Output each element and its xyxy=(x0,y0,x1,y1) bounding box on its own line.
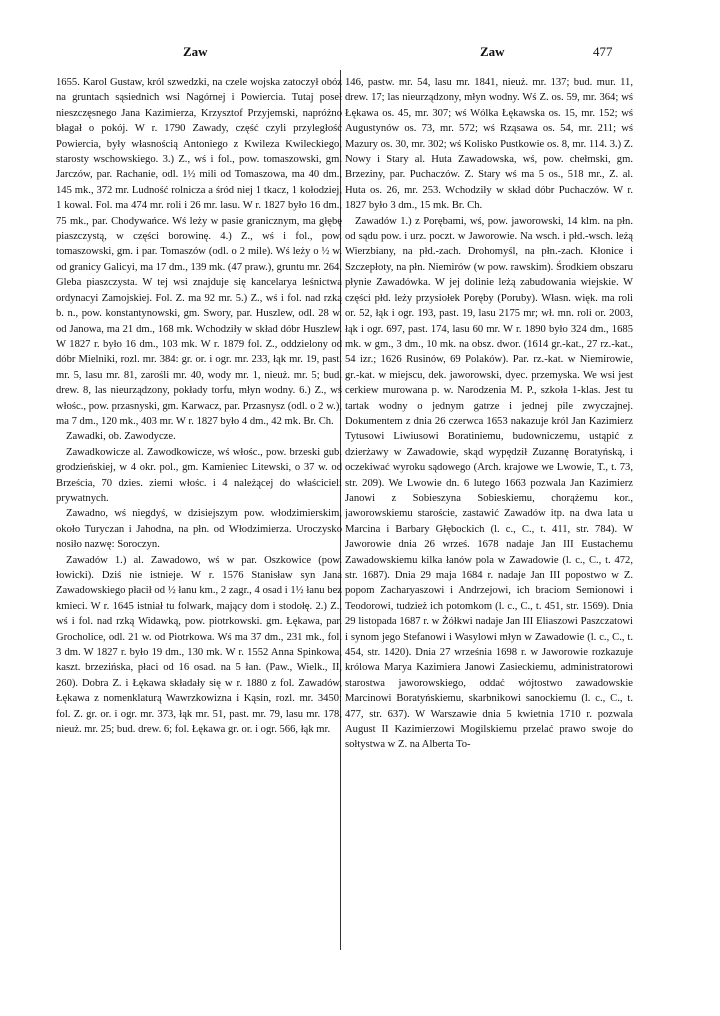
running-header xyxy=(0,44,720,64)
page-number: 477 xyxy=(593,44,613,59)
left-column xyxy=(56,75,342,955)
entry-zawadow: Zawadów 1.) al. Zawadowo, wś w par. Oszkowice (pow. łowicki). Dziś nie istnieje. W r. 1576 Stanisław syn Jana Zawadowskiego płacił od ½ łanu km., 2 zagr., 4 osad i 1½ łanu bez kmieci. W r. 1645 istniał tu folwark, mający dom i stodołę. 2.) Z., wś i fol. nad rzką Widawką, pow. piotrkowski. gm. Łękawa, par. Grocholice, odl. 21 w. od Piotrkowa. Wś ma 37 dm., 231 mk., fol. 3 dm. W 1827 r. było 19 dm., 130 mk. W r. 1552 Anna Spinkowa, kaszt. brzezińska, płaci od 16 osad. na 5 łan. (Paw., Wielk., II, 260). Dobra Z. i Łękawa składały się w r. 1880 z fol. Zawadów, Łękawa z nomenklaturą Wawrzkowizna i Kąsin, rozl. mr. 3450: fol. Z. gr. or. i ogr. mr. 373, łąk mr. 51, past. mr. 79, lasu mr. 178, nieuż. mr. 25; bud. drew. 6; fol. Łękawa gr. or. i ogr. 566, łąk mr. xyxy=(56,554,342,736)
entry-zawadow-jaworowski: Zawadów 1.) z Porębami, wś, pow. jaworowski, 14 klm. na płn. od sądu pow. i urz. poczt. w Jaworowie. Na wsch. i płd.-wsch. leżą Wierzbiany, na płd.-zach. Drohomyśl, na płn.-zach. Kłonice i Szczepłoty, na płn. Niemirów (w pow. rawskim). Środkiem obszaru płynie Zawadówka. W jej dolinie leżą zabudowania wiejskie. W części płd. leży przysiołek Poręby (Poruby). Własn. więk. ma roli or. 52, łąk i ogr. 193, past. 19, lasu 2175 mr; wł. mn. roli or. 2003, łąk i ogr. 697, past. 174, lasu 60 mr. W r. 1890 było 324 dm., 1685 mk. w gm., 3 dm., 10 mk. na obsz. dwor. (1614 gr.-kat., 27 rz.-kat., 54 izr.; 1626 Rusinów, 69 Polaków). Par. rz.-kat. w Niemirowie, gr.-kat. w miejscu, dek. jaworowski, dyec. przemyska. We wsi jest cerkiew murowana p. w. Narodzenia M. P., szkoła 1-klas. Jest tu tartak wodny o jednym gatrze i jednej pile zwyczajnej. Dokumentem z dnia 26 czerwca 1653 nakazuje król Jan Kazimierz Tytusowi Liwiusowi Boratiniemu, budowniczemu, ustąpić z dzierżawy w Zawadowie, skąd wypędził Zuzannę Boratyńską, i oczekiwać wyroku sądowego (Arch. krajowe we Lwowie, T., t. 73, str. 209). We Lwowie dn. 6 lutego 1663 pozwala Jan Kazimierz Janowi z Sobieszyna Sobieskiemu, chorążemu kor., jaworowskiemu staroście, zastawić Zawadów itp. na dwa lata u Marcina i Barbary Głębockich (l. c., C., t. 411, str. 784). W Jaworowie dnia 26 wrześ. 1678 nadaje Jan III Eustachemu Zawadowskiemu kilka łanów pola w Zawadowie (l. c., C., t. 472, str. 1687). Dnia 29 maja 1684 r. nadaje Jan III popostwo w Z. popom Zacharyaszowi i Andrzejowi, ich braciom Semionowi i Teodorowi, tudzież ich potomkom (l. c., C., t. 451, str. 1569). Dnia 29 listopada 1687 r. w Żółkwi nadaje Jan III Eliaszowi Paszczatowi i synom jego Stefanowi i Wasylowi młyn w Zawadowie (l. c., C., t. 454, str. 1420). Dnia 27 września 1698 r. w Jaworowie rozkazuje królowa Marya Kazimiera Janowi Zasieckiemu, administratorowi starostwa jaworowskiego, oddać wójtostwo zawadowskie Marcinowi Boratyńskiemu, skarbnikowi sanockiemu (l. c., C., t. 477, str. 637). W Warszawie dnia 5 kwietnia 1710 r. pozwala August II Kazimierzowi Mogilskiemu przelać prawo swoje do sołtystwa w Z. na Alberta To- xyxy=(345,215,633,751)
right-column xyxy=(345,75,633,955)
paragraph: 146, pastw. mr. 54, lasu mr. 1841, nieuż. mr. 137; bud. mur. 11, drew. 17; las nieurządzony, młyn wodny. Wś Z. os. 59, mr. 364; wś Łękawa os. 45, mr. 307; wś Wólka Łękawska os. 15, mr. 152; wś Augustynów os. 73, mr. 572; wś Rząsawa os. 54, mr. 211; wś Mazury os. 30, mr. 302; wś Kolisko Pustkowie os. 8, mr. 114. 3.) Z. Nowy i Stary al. Huta Zawadowska, wś, pow. chełmski, gm. Brzeziny, par. Puchaczów. Z. Stary wś ma 5 os., 518 mr., Z. al. Huta os. 26, mr. 253. Wchodziły w skład dóbr Puchaczów. W r. 1827 było 3 dm., 15 mk. Br. Ch. xyxy=(345,77,633,212)
paragraph: 1655. Karol Gustaw, król szwedzki, na czele wojska zatoczył obóz na gruntach sąsiednich wsi Nagórnej i Powiercia. Tutaj poseł nieszczęsnego Jana Kazimierza, Krzysztof Przyjemski, napróżno błagał o pokój. W r. 1790 Zawady, część czyli przyległość Powiercia, były własnością Antoniego z Kwileza Kwileckiego, starosty wschowskiego. 3.) Z., wś i fol., pow. tomaszowski, gm. Jarczów, par. Rachanie, odl. 1½ mili od Tomaszowa, ma 40 dm., 145 mk., 372 mr. Ludność rolnicza a śród niej 1 tkacz, 1 kołodziej, 1 kowal. Fol. ma 474 mr. roli i 26 mr. lasu. W r. 1827 było 16 dm., 75 mk., par. Chodywańce. Wś leży w pasie granicznym, ma głębę piaszczystą, w części borowinę. 4.) Z., wś i fol., pow. tomaszowski, gm. i par. Tomaszów (odl. o 2 mile). Wś leży o ½ w. od granicy Galicyi, ma 17 dm., 139 mk. (47 praw.), gruntu mr. 264. Gleba piaszczysta. W tej wsi znajduje się kancelarya leśnictwa ordynacyi Zamojskiej. Fol. Z. ma 92 mr. 5.) Z., wś i fol. nad rzką b. n., pow. konstantynowski, gm. Swory, par. Huszlew, odl. 28 w. od Janowa, ma 21 dm., 168 mk. Wchodziły w skład dóbr Huszlew. W 1827 r. było 16 dm., 103 mk. W r. 1879 fol. Z., oddzielony od dóbr Mielniki, rozl. mr. 384: gr. or. i ogr. mr. 233, łąk mr. 19, past. mr. 5, lasu mr. 81, zarośli mr. 40, wody mr. 1, nieuż. mr. 5; bud. drew. 8, las nieurządzony, pokłady torfu, młyn wodny. 6.) Z., wś włośc., pow. przasnyski, gm. Karwacz, par. Przasnysz (odl. o 2 w.), ma 7 dm., 120 mk., 403 mr. W r. 1827 było 4 dm., 42 mk. Br. Ch. xyxy=(56,77,342,427)
entry-zawadno: Zawadno, wś niegdyś, w dzisiejszym pow. włodzimierskim, około Turyczan i Jahodna, na płn. od Włodzimierza. Uroczysko nosiło nazwę: Soroczyn. xyxy=(56,508,342,551)
entry-zawadki: Zawadki, ob. Zawodycze. xyxy=(66,431,176,443)
header-right-title: Zaw xyxy=(480,44,505,59)
header-left-title: Zaw xyxy=(183,44,208,59)
entry-zawadkowicze: Zawadkowicze al. Zawodkowicze, wś włośc., pow. brzeski gub. grodzieńskiej, w 4 okr. pol., gm. Kamieniec Litewski, o 37 w. od Brześcia, 70 dzies. ziemi włośc. i 4 należącej do właścicieli prywatnych. xyxy=(56,446,342,504)
